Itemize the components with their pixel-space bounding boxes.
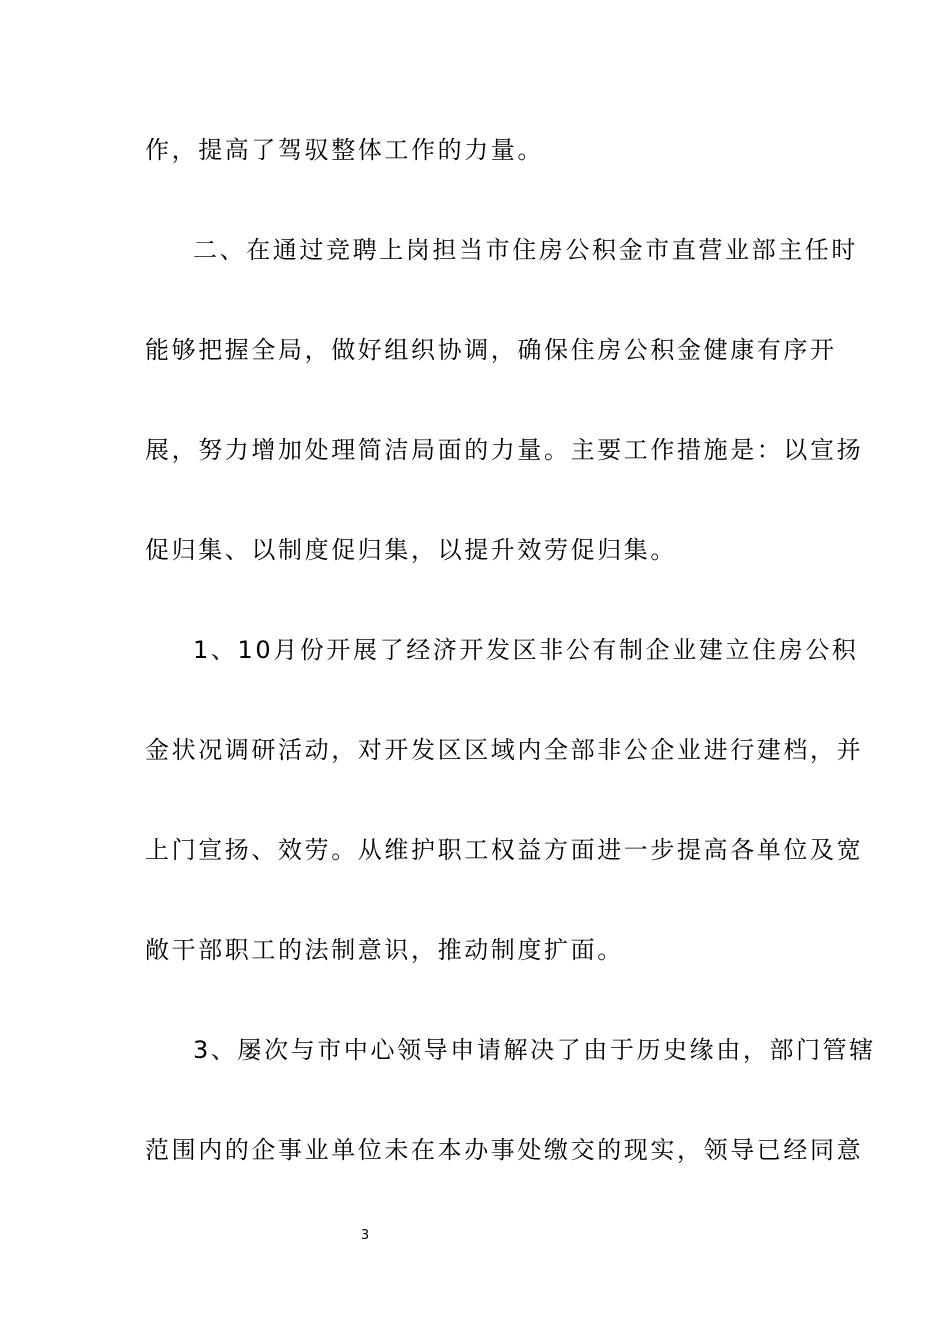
page-number: 3 [360, 1228, 370, 1243]
paragraph-line: 1、10月份开展了经济开发区非公有制企业建立住房公积 [193, 636, 859, 664]
paragraph-line: 作，提高了驾驭整体工作的力量。 [145, 136, 544, 164]
paragraph-line: 敞干部职工的法制意识，推动制度扩面。 [145, 936, 624, 964]
paragraph-line: 二、在通过竞聘上岗担当市住房公积金市直营业部主任时 [193, 236, 858, 264]
paragraph-line: 3、屡次与市中心领导申请解决了由于历史缘由，部门管辖 [193, 1036, 876, 1064]
paragraph-line: 范围内的企事业单位未在本办事处缴交的现实，领导已经同意 [145, 1136, 864, 1164]
paragraph-line: 能够把握全局，做好组织协调，确保住房公积金健康有序开 [145, 336, 837, 364]
paragraph-line: 展，努力增加处理简洁局面的力量。主要工作措施是：以宣扬 [145, 436, 864, 464]
paragraph-line: 促归集、以制度促归集，以提升效劳促归集。 [145, 536, 677, 564]
paragraph-line: 上门宣扬、效劳。从维护职工权益方面进一步提高各单位及宽 [145, 836, 864, 864]
paragraph-line: 金状况调研活动，对开发区区域内全部非公企业进行建档，并 [145, 736, 864, 764]
